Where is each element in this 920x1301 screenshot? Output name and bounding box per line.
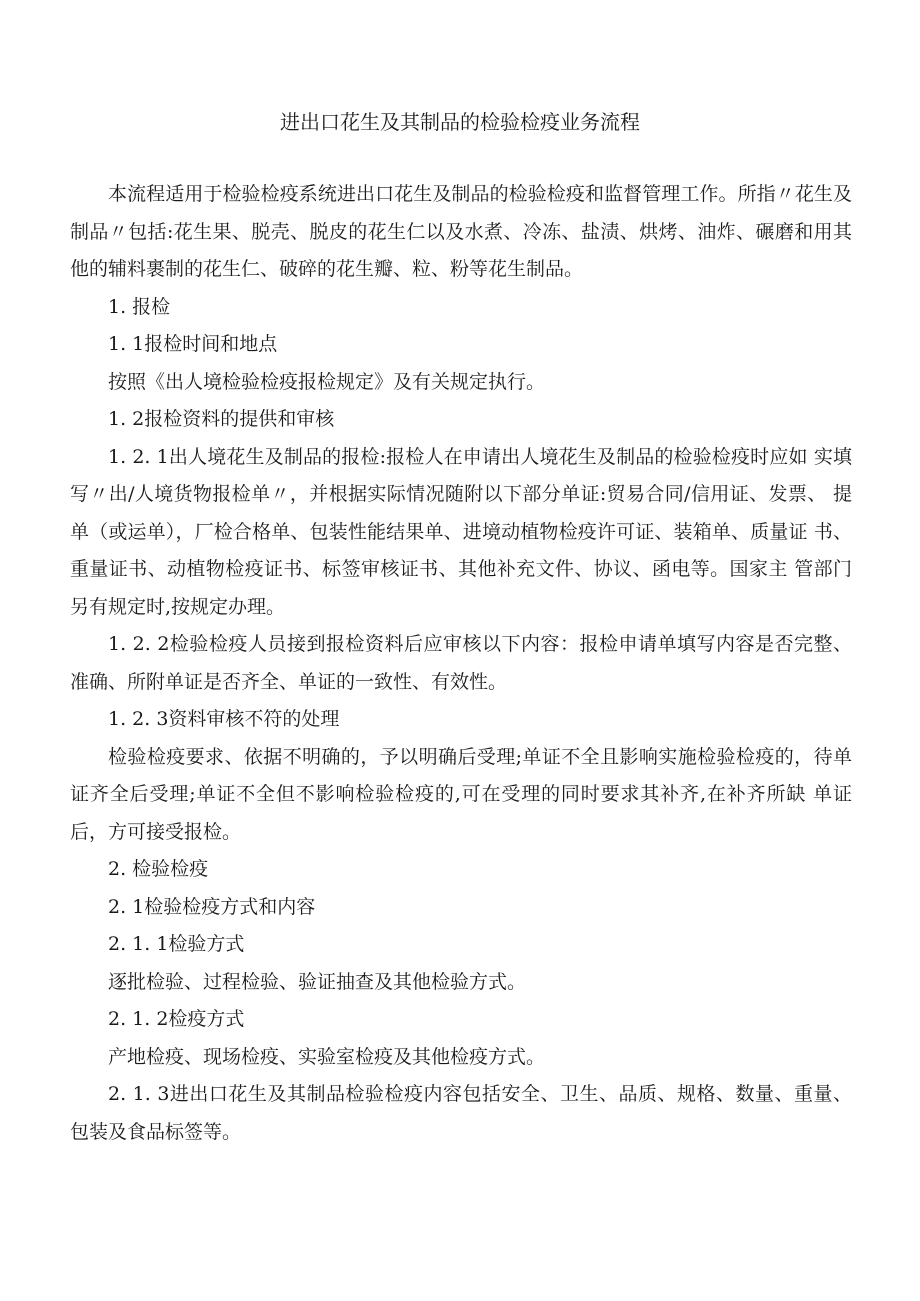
heading-1: 1. 报检 bbox=[108, 295, 171, 318]
heading-2-1-2: 2. 1. 2检疫方式 bbox=[108, 1008, 245, 1030]
paragraph-scope: 本流程适用于检验检疫系统进出口花生及制品的检验检疫和监督管理工作。所指〃花生及制品〃包括:花生果、脱壳、脱皮的花生仁以及水煮、冷冻、盐渍、烘烤、油炸、碾磨和用其他的辅料裹制的花生仁、破碎的花生瓣、粒、粉等花生制品。 bbox=[70, 183, 852, 280]
paragraph-2-1-3: 2. 1. 3进出口花生及其制品检验检疫内容包括安全、卫生、品质、规格、数量、重量、包装及食品标签等。 bbox=[70, 1083, 852, 1143]
paragraph-1-2-3: 检验检疫要求、依据不明确的，予以明确后受理;单证不全且影响实施检验检疫的，待单证齐全后受理;单证不全但不影响检验检疫的,可在受理的同时要求其补齐,在补齐所缺 单证后，方可接受报检。 bbox=[70, 745, 852, 843]
paragraph-1-2-2: 1. 2. 2检验检疫人员接到报检资料后应审核以下内容：报检申请单填写内容是否完整、准确、所附单证是否齐全、单证的一致性、有效性。 bbox=[70, 633, 852, 693]
paragraph-1-1: 按照《出人境检验检疫报检规定》及有关规定执行。 bbox=[108, 370, 546, 393]
document-body bbox=[70, 176, 852, 1151]
paragraph-2-1-1: 逐批检验、过程检验、验证抽查及其他检验方式。 bbox=[108, 970, 527, 993]
document-title: 进出口花生及其制品的检验检疫业务流程 bbox=[280, 110, 640, 134]
heading-1-2: 1. 2报检资料的提供和审核 bbox=[108, 408, 335, 430]
heading-2-1: 2. 1检验检疫方式和内容 bbox=[108, 895, 316, 918]
heading-1-2-3: 1. 2. 3资料审核不符的处理 bbox=[108, 708, 340, 730]
heading-2: 2. 检验检疫 bbox=[108, 858, 209, 880]
heading-1-1: 1. 1报检时间和地点 bbox=[108, 333, 278, 355]
paragraph-2-1-2: 产地检疫、现场检疫、实验室检疫及其他检疫方式。 bbox=[108, 1045, 546, 1068]
heading-2-1-1: 2. 1. 1检验方式 bbox=[108, 933, 245, 955]
paragraph-1-2-1: 1. 2. 1出人境花生及制品的报检:报检人在申请出人境花生及制品的检验检疫时应如 实填写〃出/人境货物报检单〃，并根据实际情况随附以下部分单证:贸易合同/信用证、发票、 提单（或运单），厂检合格单、包装性能结果单、进境动植物检疫许可证、装箱单、质量证 书、重量证书、动植物检疫证书、标签审核证书、其他补充文件、协议、函电等。国家主 管部门另有规定时,按规定办理。 bbox=[70, 445, 852, 618]
